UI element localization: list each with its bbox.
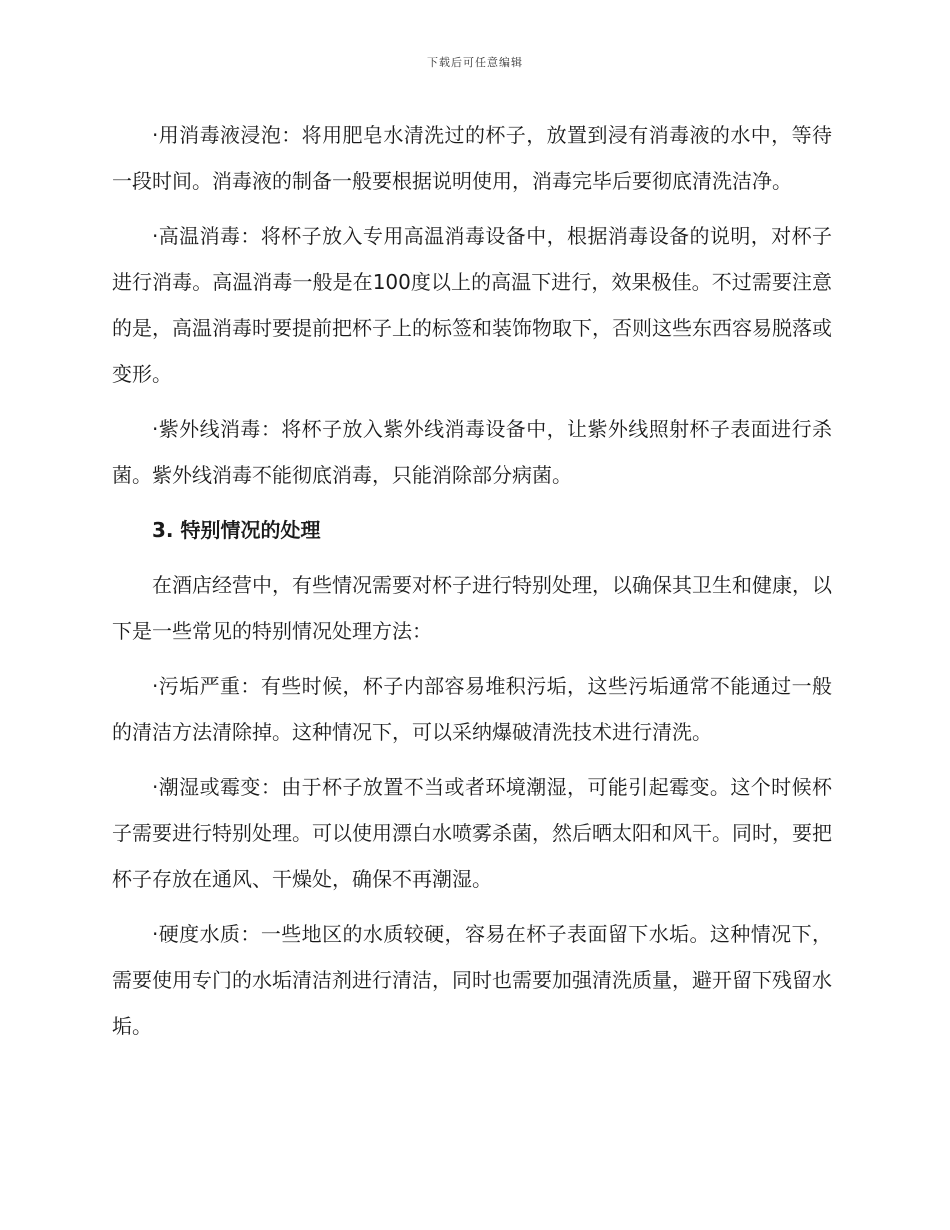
section-heading: 3. 特别情况的处理 [152, 518, 321, 542]
document-body [112, 112, 832, 1058]
paragraph-moisture-mold: ·潮湿或霉变：由于杯子放置不当或者环境潮湿，可能引起霉变。这个时候杯子需要进行特别处理。可以使用漂白水喷雾杀菌，然后晒太阳和风干。同时，要把杯子存放在通风、干燥处，确保不再潮湿。 [112, 775, 832, 891]
paragraph-hard-water: ·硬度水质：一些地区的水质较硬，容易在杯子表面留下水垢。这种情况下，需要使用专门的水垢清洁剂进行清洁，同时也需要加强清洗质量，避开留下残留水垢。 [112, 922, 832, 1038]
paragraph-heavy-dirt: ·污垢严重：有些时候，杯子内部容易堆积污垢，这些污垢通常不能通过一般的清洁方法清除掉。这种情况下，可以采纳爆破清洗技术进行清洗。 [112, 674, 832, 744]
paragraph-disinfectant-soak: ·用消毒液浸泡：将用肥皂水清洗过的杯子，放置到浸有消毒液的水中，等待一段时间。消毒液的制备一般要根据说明使用，消毒完毕后要彻底清洗洁净。 [112, 123, 832, 193]
paragraph-high-temp-disinfection: ·高温消毒：将杯子放入专用高温消毒设备中，根据消毒设备的说明，对杯子进行消毒。高温消毒一般是在100度以上的高温下进行，效果极佳。不过需要注意的是，高温消毒时要提前把杯子上的标签和装饰物取下，否则这些东西容易脱落或变形。 [112, 224, 832, 386]
page-header: 下载后可任意编辑 [427, 56, 523, 69]
paragraph-uv-disinfection: ·紫外线消毒：将杯子放入紫外线消毒设备中，让紫外线照射杯子表面进行杀菌。紫外线消毒不能彻底消毒，只能消除部分病菌。 [112, 417, 832, 487]
paragraph-intro: 在酒店经营中，有些情况需要对杯子进行特别处理，以确保其卫生和健康，以下是一些常见的特别情况处理方法： [112, 573, 832, 643]
